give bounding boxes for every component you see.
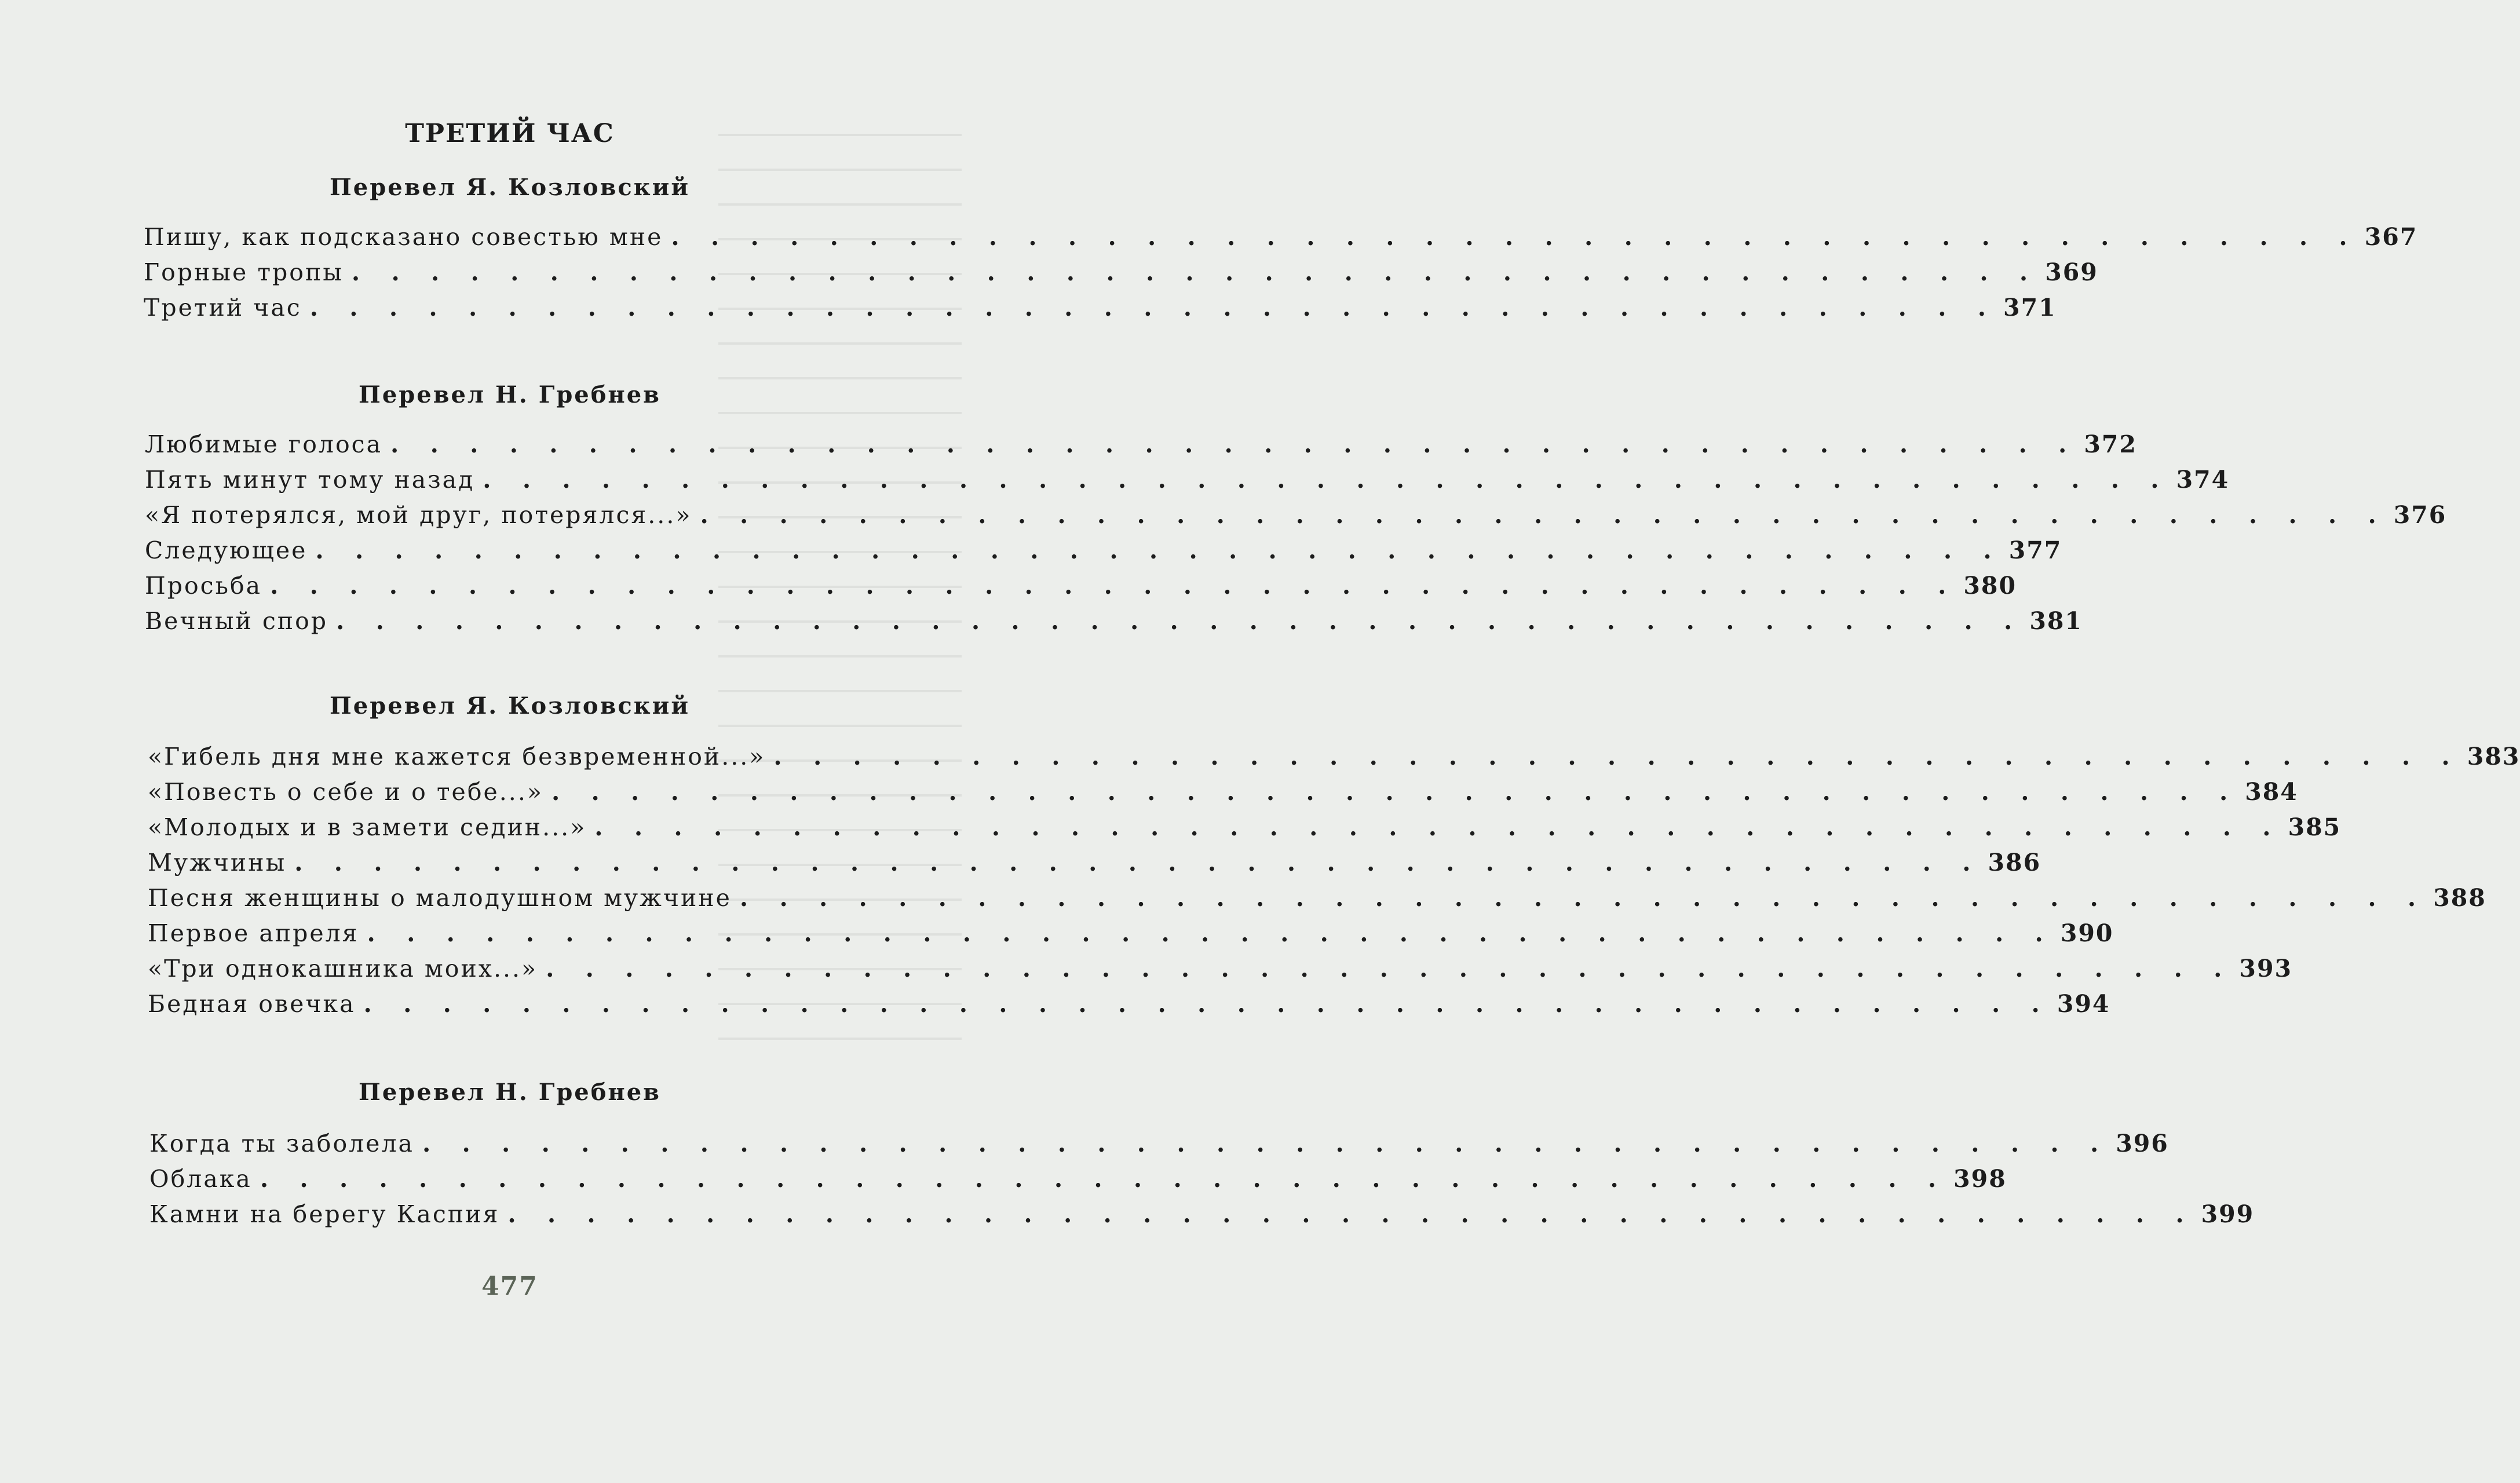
toc-entry bbox=[148, 743, 2520, 778]
toc-list bbox=[149, 1130, 2255, 1236]
dot-leader: . . . . . . . . . . . . . . . . . . . . . . . . . . . . . . . . . . . . . . . . . . . bbox=[700, 501, 2388, 529]
dot-leader: . . . . . . . . . . . . . . . . . . . . . . . . . . . . . . . . . . . . . . . . . . . bbox=[294, 849, 1982, 876]
toc-entry bbox=[145, 607, 2083, 642]
entry-title: «Повесть о себе и о тебе...» bbox=[148, 778, 543, 806]
toc-entry bbox=[145, 466, 2230, 501]
toc-entry bbox=[144, 258, 2098, 294]
toc-entry bbox=[148, 884, 2486, 919]
toc-entry bbox=[148, 778, 2298, 813]
entry-page-number: 388 bbox=[2433, 884, 2486, 912]
dot-leader: . . . . . . . . . . . . . . . . . . . . . . . . . . . . . . . . . . . . . . . . . . . bbox=[483, 466, 2171, 494]
entry-title: Пишу, как подсказано совестью мне bbox=[144, 223, 663, 251]
entry-page-number: 384 bbox=[2245, 778, 2298, 806]
entry-page-number: 369 bbox=[2045, 258, 2098, 286]
entry-title: Пять минут тому назад bbox=[145, 466, 475, 494]
entry-page-number: 372 bbox=[2084, 430, 2137, 458]
entry-page-number: 399 bbox=[2201, 1200, 2255, 1228]
entry-page-number: 396 bbox=[2116, 1130, 2169, 1157]
dot-leader: . . . . . . . . . . . . . . . . . . . . . . . . . . . . . . . . . . . . . . . . . . . bbox=[671, 223, 2359, 251]
dot-leader: . . . . . . . . . . . . . . . . . . . . . . . . . . . . . . . . . . . . . . . . . . . bbox=[773, 743, 2461, 770]
entry-title: «Три однокашника моих...» bbox=[148, 955, 538, 982]
entry-page-number: 377 bbox=[2008, 536, 2062, 564]
entry-title: Облака bbox=[149, 1165, 252, 1193]
entry-title: Вечный спор bbox=[145, 607, 328, 635]
entry-page-number: 394 bbox=[2057, 990, 2110, 1018]
entry-page-number: 376 bbox=[2393, 501, 2447, 529]
entry-title: «Я потерялся, мой друг, потерялся...» bbox=[145, 501, 692, 529]
toc-entry bbox=[148, 990, 2110, 1025]
toc-entry bbox=[144, 294, 2057, 329]
toc-entry bbox=[144, 223, 2418, 258]
dot-leader: . . . . . . . . . . . . . . . . . . . . . . . . . . . . . . . . . . . . . . . . . . . bbox=[507, 1200, 2196, 1228]
dot-leader: . . . . . . . . . . . . . . . . . . . . . . . . . . . . . . . . . . . . . . . . . . . bbox=[309, 294, 1998, 322]
entry-title: Песня женщины о малодушном мужчине bbox=[148, 884, 732, 912]
entry-page-number: 385 bbox=[2288, 813, 2342, 841]
toc-entry bbox=[145, 536, 2062, 572]
entry-title: Горные тропы bbox=[144, 258, 344, 286]
entry-page-number: 381 bbox=[2029, 607, 2083, 635]
entry-page-number: 398 bbox=[1953, 1165, 2007, 1193]
entry-title: Бедная овечка bbox=[148, 990, 356, 1018]
entry-page-number: 393 bbox=[2239, 955, 2293, 982]
dot-leader: . . . . . . . . . . . . . . . . . . . . . . . . . . . . . . . . . . . . . . . . . . . bbox=[422, 1130, 2110, 1157]
page-number: 477 bbox=[481, 1272, 538, 1301]
toc-entry bbox=[149, 1165, 2007, 1200]
dot-leader: . . . . . . . . . . . . . . . . . . . . . . . . . . . . . . . . . . . . . . . . . . . bbox=[336, 607, 2024, 635]
dot-leader: . . . . . . . . . . . . . . . . . . . . . . . . . . . . . . . . . . . . . . . . . . . bbox=[551, 778, 2240, 806]
toc-entry bbox=[145, 501, 2447, 536]
entry-page-number: 371 bbox=[2003, 294, 2057, 322]
toc-list bbox=[144, 223, 2418, 329]
toc-entry bbox=[148, 955, 2293, 990]
entry-title: Третий час bbox=[144, 294, 302, 322]
toc-list bbox=[148, 743, 2520, 1025]
entry-title: Камни на берегу Каспия bbox=[149, 1200, 500, 1228]
toc-entry bbox=[145, 572, 2017, 607]
toc-entry bbox=[149, 1200, 2255, 1236]
entry-page-number: 380 bbox=[1963, 572, 2017, 600]
entry-page-number: 374 bbox=[2176, 466, 2230, 494]
entry-title: «Молодых и в замети седин...» bbox=[148, 813, 587, 841]
entry-title: Просьба bbox=[145, 572, 262, 600]
section-translator: Перевел Н. Гребнев bbox=[359, 381, 661, 408]
toc-list bbox=[145, 430, 2447, 642]
entry-title: Мужчины bbox=[148, 849, 287, 876]
section-translator: Перевел Я. Козловский bbox=[330, 174, 690, 201]
dot-leader: . . . . . . . . . . . . . . . . . . . . . . . . . . . . . . . . . . . . . . . . . . . bbox=[260, 1165, 1948, 1193]
dot-leader: . . . . . . . . . . . . . . . . . . . . . . . . . . . . . . . . . . . . . . . . . . . bbox=[390, 430, 2079, 458]
dot-leader: . . . . . . . . . . . . . . . . . . . . . . . . . . . . . . . . . . . . . . . . . . . bbox=[546, 955, 2234, 982]
dot-leader: . . . . . . . . . . . . . . . . . . . . . . . . . . . . . . . . . . . . . . . . . . . bbox=[315, 536, 2003, 564]
entry-title: «Гибель дня мне кажется безвременной...» bbox=[148, 743, 766, 770]
entry-title: Следующее bbox=[145, 536, 308, 564]
toc-entry bbox=[149, 1130, 2169, 1165]
entry-title: Первое апреля bbox=[148, 919, 359, 947]
toc-entry bbox=[148, 849, 2041, 884]
entry-page-number: 383 bbox=[2467, 743, 2520, 770]
dot-leader: . . . . . . . . . . . . . . . . . . . . . . . . . . . . . . . . . . . . . . . . . . . bbox=[351, 258, 2040, 286]
dot-leader: . . . . . . . . . . . . . . . . . . . . . . . . . . . . . . . . . . . . . . . . . . . bbox=[367, 919, 2055, 947]
dot-leader: . . . . . . . . . . . . . . . . . . . . . . . . . . . . . . . . . . . . . . . . . . . bbox=[594, 813, 2282, 841]
section-translator: Перевел Н. Гребнев bbox=[359, 1079, 661, 1106]
section-translator: Перевел Я. Козловский bbox=[330, 692, 690, 719]
part-title: ТРЕТИЙ ЧАС bbox=[405, 119, 615, 148]
toc-entry bbox=[145, 430, 2137, 466]
entry-title: Любимые голоса bbox=[145, 430, 383, 458]
entry-page-number: 390 bbox=[2060, 919, 2114, 947]
entry-page-number: 367 bbox=[2364, 223, 2418, 251]
toc-entry bbox=[148, 813, 2342, 849]
toc-entry bbox=[148, 919, 2114, 955]
dot-leader: . . . . . . . . . . . . . . . . . . . . . . . . . . . . . . . . . . . . . . . . . . . bbox=[363, 990, 2051, 1018]
entry-page-number: 386 bbox=[1988, 849, 2041, 876]
entry-title: Когда ты заболела bbox=[149, 1130, 414, 1157]
dot-leader: . . . . . . . . . . . . . . . . . . . . . . . . . . . . . . . . . . . . . . . . . . . bbox=[270, 572, 1958, 600]
dot-leader: . . . . . . . . . . . . . . . . . . . . . . . . . . . . . . . . . . . . . . . . . . . bbox=[739, 884, 2428, 912]
